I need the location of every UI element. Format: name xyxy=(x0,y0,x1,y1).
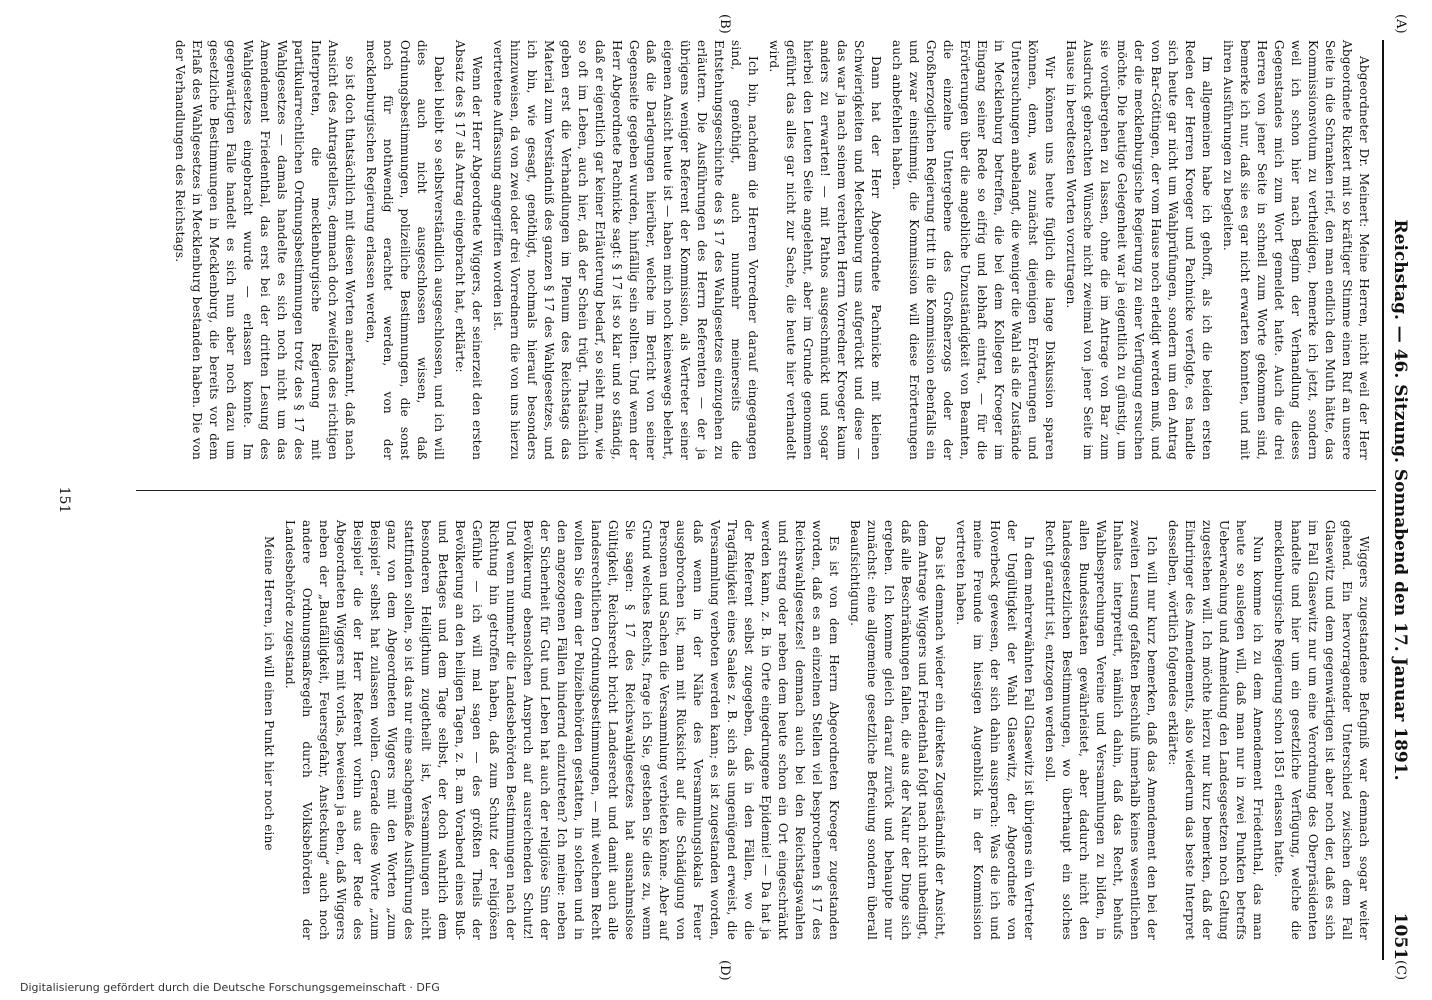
page-number: 151 xyxy=(56,486,72,514)
paragraph: Nun komme ich zu dem Amendement Friedenthal, das man heute so auslegen will, daß man nur in zwei Punkten betreffs Ueberwachung und Anmeldung den Landesgesetzen noch Geltung zugestehen will. Ich möchte hierzu nur kurz bemerken, daß der Eindringer des Amendements, also wiederum das beste Interpret desselben, wörtlich folgendes erklärte: xyxy=(1166,520,1265,940)
paragraph: Wiggers zugestandene Befugniß war demnach sogar weiter gehend. Ein hervorragender Unterschied zwischen dem Fall Glasewitz und dem gegenwärtigen ist aber noch der, daß es sich im Fall Glasewitz nur um eine Verordnung des Oberpräsidenten handelte und hier um ein gesetzliche Verfügung, welche die mecklenburgische Regierung schon 1851 erlassen hatte. xyxy=(1272,520,1371,940)
marker-c: (C) xyxy=(1393,960,1408,981)
paragraph: Wenn der Herr Abgeordnete Wiggers, der seinerzeit den ersten Absatz des § 17 als Antrag eingebracht hat, erklärte: xyxy=(453,40,484,460)
quote-paragraph: Dabei bleibt so selbstverständlich ausgeschlossen, und ich will dies auch nicht ausgeschlossen wissen, daß Ordnungsbestimmungen, polizeiliche Bestimmungen, die sonst noch für nothwendig erachtet werden, von der mecklenburgischen Regierung erlassen werden, xyxy=(364,40,446,460)
digitization-credit: Digitalisierung gefördert durch die Deutsche Forschungsgemeinschaft · DFG xyxy=(20,981,440,994)
right-column xyxy=(256,520,1372,940)
paragraph: Abgeordneter Dr. Meinert: Meine Herren, nicht weil der Herr Abgeordnete Rickert mit so kräftiger Stimme einen Ruf an unsere Seite in die Schranken rief, den man endlich den Muth hätte, das Kommissionsvotum zu vertheidigen, bemerke ich jetzt, sondern weil ich schon hier nach Beginn der Verhandlung dieses Gegenstandes mich zum Wort gemeldet hatte. Auch die drei Herren von jener Seite in schnell zum Worte gekommen sind, bemerke ich nur, daß sie es gar nicht erwarten konnten, und mit ihren Ausführungen zu begleiten. xyxy=(1221,40,1371,460)
paragraph: Das ist demnach wieder ein direktes Zugeständniß der Ansicht, dem Antrage Wiggers und Friedenthal folgt nach nicht unbedingt, daß alle Beschränkungen fallen, die aus der Natur der Dinge sich ergeben. Ich komme gleich darauf zurück und behaupte nur zunächst: eine allgemeine gesetzliche Befreiung sondern überall Beaufsichtigung. xyxy=(848,520,947,940)
paragraph: Ich bin, nachdem die Herren Vorredner darauf eingegangen sind, genöthigt, auch nunmehr meinerseits die Entstehungsgeschichte des § 17 des Wahlgesetzes einzugehen zu erläutern. Die Ausführungen des Herrn Referenten — der ja übrigens weniger Referent der Kommission, als Vertreter seiner eigenen Ansicht heute ist — haben mich noch keineswegs belehrt, daß die Darlegungen hierüber, welche im Bericht von seiner Gegenseite gegeben wurden, hinfällig sein sollten. Und wenn der Herr Abgeordnete Pachnicke sagt: § 17 ist so klar und so ständig, daß er eigentlich gar keiner Erläuterung bedarf, so sieht man, wie so oft im Leben, auch hier, daß der Schein trügt. Thatsächlich geben erst die Verhandlungen im Plenum des Reichstags das Material zum Verständniß des ganzen § 17 des Wahlgesetzes, und ich bin, wie gesagt, genöthigt, nochmals hierauf besonders hinzuweisen, da von zwei oder drei Vorrednern die von uns hierzu vertretene Auffassung angegriffen worden ist. xyxy=(491,40,760,460)
paragraph: Es ist von dem Herrn Abgeordneten Kroeger zugestanden worden, daß es an einzelnen Stellen viel besprochenen § 17 des Reichswahlgesetzes! demnach auch bei den Reichstagswahlen und streng oder neben dem heute schon ein Ort eingeschränkt werden kann, z. B. in Orte eingedrungene Epidemie! — Da hat ja der Referent selbst zugegeben, daß in den Fällen, wo die Tragfähigkeit eines Saales z. B. sich als ungenügend erweist, die Versammlung verboten werden kann; es ist zugestanden worden, daß wenn in der Nähe des Versammlungslokals Feuer ausgebrochen ist, man mit Rücksicht auf die Schädigung von Personen und Sachen die Versammlung verbieten könne. Aber auf Grund welches Rechts, frage ich Sie, gestehen Sie dies zu, wenn Sie sagen: § 17 des Reichswahlgesetzes hat ausnahmslose Gültigkeit, Reichsrecht bricht Landesrecht und damit auch alle landesrechtlichen Ordnungsbestimmungen, — mit welchem Recht wollen Sie dem der Polizeibehörden gestatten, in solchen und in den angezogenen Fällen hindernd einzutreten? Ich meine: neben der Sicherheit für Gut und Leben hat auch der religiöse Sinn der Bevölkerung ebensolchen Anspruch auf ausreichenden Schutz! Und wenn nunmehr die Landesbehörden Bestimmungen nach der Richtung hin getroffen haben, daß zum Schutz der religiösen Gefühle — ich will mal sagen — des größten Theils der Bevölkerung an den heiligen Tagen, z. B. am Vorabend eines Buß- und Bettages und dem Tage selbst, der doch wahrlich dem besonderen Heiligthum zugetheilt ist, Versammlungen nicht stattfinden sollen, so ist das nur eine sachgemäße Ausführung des ganz von dem Abgeordneten Wiggers mit den Worten „zum Beispiel“ selbst hat zulassen wollen. Gerade diese Worte „zum Beispiel“ die der Herr Referent vorhin aus der Rede des Abgeordneten Wiggers mit vorlas, beweisen ja eben, daß Wiggers neben der „Baufälligkeit, Feuersgefahr, Ansteckung“ auch noch andere Ordnungsmaßregeln durch Volksbehörden der Landesbehörde zugestand. xyxy=(283,520,841,940)
header-page-number: 1051 xyxy=(1390,912,1410,960)
paragraph: Wir können uns heute füglich die lange Diskussion sparen können, denn, was zunächst diejenigen Erörterungen und Untersuchungen anbelangt, die weniger die Wahl als die Zustände in Mecklenburg betreffen, die bei dem Kollegen Kroeger im Eingang seiner Rede so eifrig und lebhaft eintrat, — für die Erörterungen über die angebliche Unzuständigkeit von Beamten, die einzelne Untergebene des Großherzogs oder der Großherzoglichen Regierung tritt in die Kommission ebenfalls ein und zwar einstimmig, die Kommission will diese Erörterungen auch anbefehlen haben. xyxy=(890,40,1057,460)
marker-a: (A) xyxy=(1393,14,1408,34)
paragraph: In dem mehrerwähnten Fall Glasewitz ist übrigens ein Vertreter der Ungültigkeit der Wahl Glasewitz, der Abgeordnete von Hoverbeck gewesen, der sich dahin aussprach: Was die ich und meine Freunde im hiesigen Augenblick in der Kommission vertreten haben. xyxy=(954,520,1036,940)
paragraph: so ist doch thatsächlich mit diesen Worten anerkannt, daß nach Ansicht des Antragstellers, demnach doch zweifellos des richtigen Interpreten, die mecklenburgische Regierung mit partikularrechtlichen Ordnungsbestimmungen trotz des § 17 des Wahlgesetzes — damals handelte es sich noch nicht um das Amendement Friedenthal, das erst bei der dritten Lesung des Wahlgesetzes eingebracht wurde — erlassen konnte. Im gegenwärtigen Falle handelt es sich nun aber noch dazu um gesetzliche Bestimmungen in Mecklenburg, die bereits vor dem Erlaß des Wahlgesetzes in Mecklenburg bestanden haben. Die von der Verhandlungen des Reichstags. xyxy=(173,40,357,460)
paragraph: Meine Herren, ich will einen Punkt hier noch eine xyxy=(262,536,276,851)
quote-paragraph: Ich will nur kurz bemerken, daß das Amendement den bei der zweiten Lesung gefaßten Beschluß innerhalb keines wesentlichen Inhaltes interpretirt, nämlich dahin, daß das Recht, behufs Wahlbesprechungen Vereine und Versammlungen zu bilden, in allen Bundesstaaten gewährleistet, aber dadurch nicht den landesgesetzlichen Bestimmungen, wo überhaupt ein solches Recht garantirt ist, entzogen werden soll. xyxy=(1043,520,1159,940)
page-header xyxy=(1382,40,1414,960)
header-title: Reichstag. — 46. Sitzung. Sonnabend den 17. Januar 1891. xyxy=(1390,219,1410,781)
column-divider xyxy=(136,490,1376,491)
paragraph: Im allgemeinen habe ich gehofft, als ich die beiden ersten Reden der Herren Kroeger und Pachnicke verfolgte, es handle sich heute gar nicht um Wahlprüfungen, sondern um den Antrag von Bar-Göttingen, der vom Hause noch erledigt werden muß, und der die mecklenburgische Regierung zu einer Verfügung ersuchen möchte. Die heutige Gelegenheit war ja eigentlich zu günstig, um sie vorübergehen zu lassen, ohne die im Antrage von Bar zum Ausdruck gebrachten Wünsche nicht zweimal von jener Seite im Hause in beredtesten Worten vorzutragen. xyxy=(1064,40,1214,460)
paragraph: Dann hat der Herr Abgeordnete Pachnicke mit kleinen Schwierigkeiten und Mecklenburg uns aufgerückt und diese — das war ja nach seinem verehrten Herrn Vorredner Kroeger kaum anders zu erwarten! — mit Pathos ausgeschmückt und sogar hierbei den Leuten Seite angelehnt, aber im Grunde genommen geführt das alles gar nicht zur Sache, die heute hier verhandelt wird. xyxy=(767,40,883,460)
marker-d: (D) xyxy=(717,960,732,981)
marker-b: (B) xyxy=(717,14,732,34)
left-column xyxy=(167,40,1372,460)
